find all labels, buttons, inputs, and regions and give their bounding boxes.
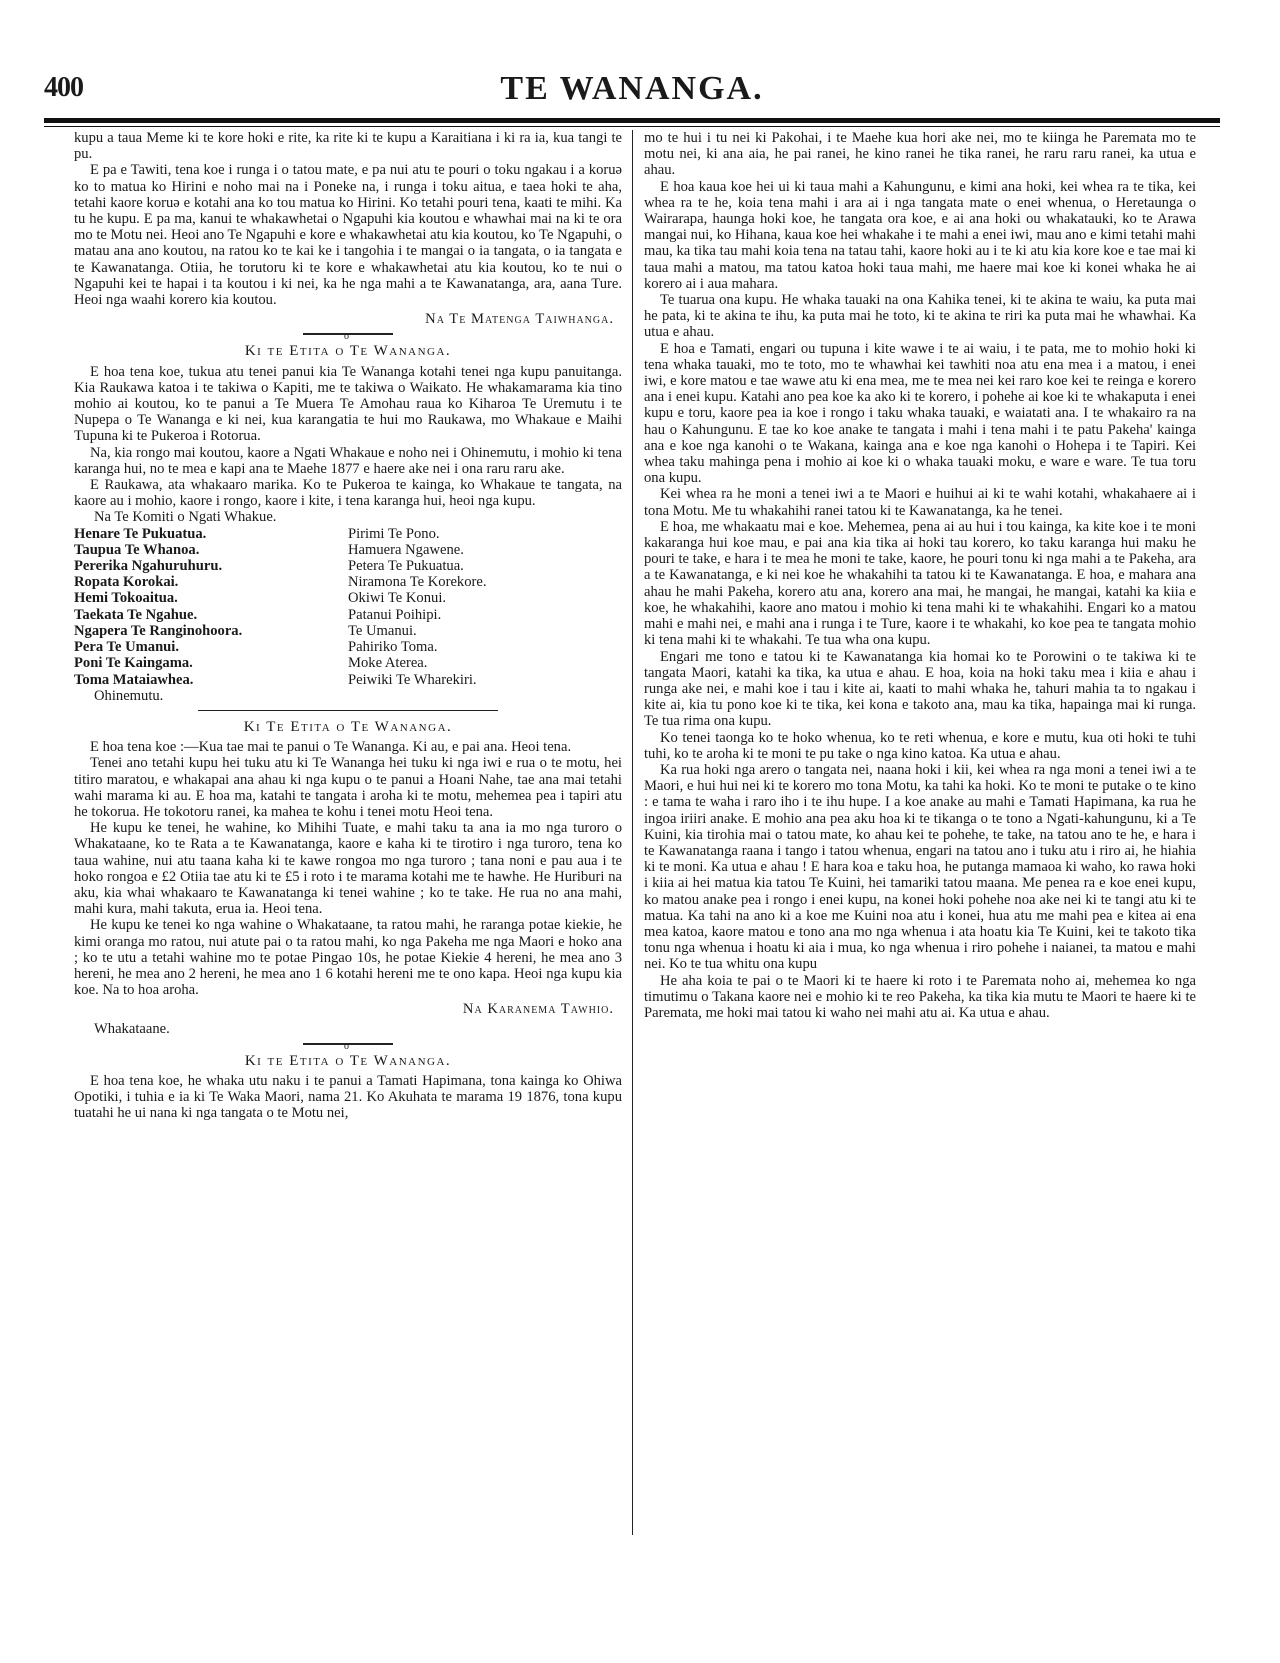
- signatory-row: [74, 542, 622, 558]
- letter-paragraph: Tenei ano tetahi kupu hei tuku atu ki Te Wananga hei tuku ki nga iwi e rua o te motu, hei titiro maratou, e whakapai ana ahau ki nga kupu o te panui a Hoani Nahe, tae ana mai tetahi wahi marama ki au. E hoa ma, katahi te tangata i aroha ki te motu, mehemea pea i tapiri atu he tokorua. He tokotoru ranei, ka mahea te kohu i tenei motu Heoi tena.: [74, 755, 622, 820]
- letter-signature: Na Karanema Tawhio.: [462, 1001, 614, 1018]
- section-heading: Ki te Etita o Te Wananga.: [244, 1052, 452, 1069]
- signatory-row: [74, 623, 622, 639]
- letter-paragraph: E hoa kaua koe hei ui ki taua mahi a Kahungunu, e kimi ana hoki, kei whea ra te tika, kei whea ra te he, koia tena mahi i ara ai i nga tangata mate o enei whenua, o Heretaunga o Wairarapa, haunga hoki koe, he tangata ora koe, e ai ana hoki ou whakatauki, ko te Arawa mangai nui, ko Hihana, kaua koe hei whakahe i te mahi a enei iwi, mau ano e kimi tetahi mahi mau, ka tika tau mahi koia tena na tatau tahi, kaore hoki au i te ki atu kia kore koe e tae mai ki taua mahi a matou, ma tatou katoa hoki taua mahi, me haere mai koe ki konei whaka he ai korero ai i aua mahara.: [644, 178, 1196, 292]
- left-column: [74, 130, 622, 1122]
- signatory-name: Pera Te Umanui.: [74, 639, 179, 656]
- signatories-table: [74, 526, 622, 688]
- letter-paragraph: Ka rua hoki nga arero o tangata nei, naana hoki i kii, kei whea ra nga moni a tenei iwi a te Maori, e hui hui nei ki te korero mo tona Motu, ka tahi ka hoki. Ko te moni te putake o te kino : e tama te waha i raro iho i te ihu hupe. I a koe anake au mahi e Tamati Hapimana, ka rua he ingoa iriiri anake. E mohio ana pea aku hoa ki te tikanga o te tono a Ngati-kahungunu, ki a Te Kuini, kia tirohia mai o tatou mate, ko ahau kei te pohehe, te take, na tatou ano te he, e hara i te Kawanatanga raana i tango i tatou whenua, engari na tatou ano i tuku atu i riro ai, he hiahia ki te moni. Ka utua e ahau ! E hara koa e taku hoa, he putanga mamaoa ki waho, ko rawa hoki i kiia ai hei matua kia tatou Te Kuini, hei tamariki tatou maana. Me penea ra e koe enei kupu, ko matou anake pea i rongo i enei kupu, na konei hoki pohehe noa ake nei ki te tangi atu ki te matua. Ka tahi na ano ki a koe me Kuini noa atu i konei, hua atu me mahi pea e kitea ai ena mea katoa, kaore matou e tono ana mo nga whenua i ata hoatu kia Te Kuini, kei te takoto tika tonu nga whenua i hoatu ki aia i mua, ko nga whenua i riro pohehe i naianei, ta matou e mahi nei. Ko te tua whitu ona kupu: [644, 761, 1196, 973]
- masthead-rule-thin: [44, 126, 1220, 127]
- letter-paragraph: E hoa tena koe, he whaka utu naku i te panui a Tamati Hapimana, tona kainga ko Ohiwa Opotiki, i tuhia e ia ki Te Waka Maori, nama 21. Ko Akuhata te marama 19 1876, tona kupu tuatahi he ui nana ki nga tangata o te Motu nei,: [74, 1072, 622, 1122]
- signatory-name: Okiwi Te Konui.: [348, 590, 447, 607]
- letter-place: Ohinemutu.: [94, 687, 164, 704]
- opening-paragraph: kupu a taua Meme ki te kore hoki e rite, ka rite ki te kupu a Karaitiana i ki ra ia, kua tangi te pu.: [74, 130, 622, 163]
- signatory-name: Pahiriko Toma.: [348, 639, 438, 656]
- section-heading: Ki te Etita o Te Wananga.: [244, 343, 452, 360]
- letter-paragraph: Ko tenei taonga ko te hoko whenua, ko te reti whenua, e kore e mutu, kua oti hoki te tuhi tuhi, ko te aroha ki te moni te pu take o nga kino katoa. Ka utua e ahau.: [644, 729, 1196, 762]
- committee-line: Na Te Komiti o Ngati Whakue.: [94, 509, 277, 526]
- letter-place: Whakataane.: [94, 1020, 170, 1037]
- letter-paragraph: E pa e Tawiti, tena koe i runga i o tatou mate, e pa nui atu te pouri o toku ngakau i a koruə ko to matua ko Hirini e noho mai na i Poneke na, i runga i toku aitua, e taea hoki te aha, tetahi kaore koruə e kotahi ana ko tou matua ko Hirini. Ko tetahi pouri tena, kaati te mihi. Ka tu he kupu. E pa ma, kanui te whakawhetai o Ngapuhi kia koutou e whawhai mai na ki te ora mo te Motu nei. Heoi ano Te Ngapuhi e kore e whakawhetai atu kia koutou, ko Te Ngapuhi, o matau ana ano koutou, na ratou ko te kai ke i tangohia i te mangai o ia tangata, o ia tangata e te Kawanatanga. Otiia, he torutoru ki te kore e whakawhetai atu kia koutou, ko te nui o Ngapuhi kei te hapai i ta koutou i ki nei, ka he nga mahi a te Kawanatanga, ara, aana Ture. Heoi nga waahi korero kia koutou.: [74, 162, 622, 309]
- signatory-name: Toma Mataiawhea.: [74, 671, 194, 688]
- masthead-rule-thick: [44, 118, 1220, 123]
- letter-paragraph: E hoa, me whakaatu mai e koe. Mehemea, pena ai au hui i tou kainga, ka kite koe i te moni kakaranga hui koe mau, e pai ana kia tika ai hoki tau korero, ko taku karanga hui maku he pouri te take, e hara i te mea he moni te take, kaore, he pouri tonu ki nga mahi a te Pakeha, ara a te Kawanatanga, e ki nei koe he whakahihi ta tatou ki te Kawanatanga. E hoa, e mahara ana ahau he mahi Pakeha, korero atu ana, korero ana mai, he mangai, he mangai, katahi ka kiia e koe, he whakahihi, kaore ano matou i mohio ki tena mahi ki te whakahihi. Engari ko a matou mahi e mahi nei, e mahi ana i runga i te Ture, kaore i te whakahi, ko koe pea te tangata mohio ki tena mahi ki te whakahi. Te tua wha ona kupu.: [644, 518, 1196, 649]
- column-divider: [632, 130, 633, 1535]
- signatory-name: Te Umanui.: [348, 622, 417, 639]
- signatory-row: [74, 526, 622, 542]
- signatory-name: Henare Te Pukuatua.: [74, 525, 207, 542]
- signatory-name: Hamuera Ngawene.: [348, 541, 464, 558]
- signatory-row: [74, 558, 622, 574]
- section-separator: o: [303, 333, 393, 335]
- signatory-name: Niramona Te Korekore.: [348, 574, 487, 591]
- letter-paragraph: Kei whea ra he moni a tenei iwi a te Maori e huihui ai ki te wahi kotahi, whakahaere ai i tona Motu. Me tu whakahihi ranei tatou ki te Kawanatanga, ka he tenei.: [644, 486, 1196, 519]
- letter-paragraph: E hoa tena koe, tukua atu tenei panui kia Te Wananga kotahi tenei nga kupu panuitanga. Kia Raukawa katoa i te takiwa o Kapiti, me te takiwa o Waikato. He whakamarama kia tino mohio ai koutou, ko te panui a Te Muera Te Amohau raua ko Kiharoa Te Uremutu i te Nupepa o Te Wananga e ki nei, kua karangatia te hui mo Raukawa, mo Whakaue e Maihi Tupuna ki te Pukeroa i Rotorua.: [74, 363, 622, 445]
- signatory-name: Taekata Te Ngahue.: [74, 606, 198, 623]
- signatory-row: [74, 607, 622, 623]
- newspaper-title: TE WANANGA.: [500, 70, 764, 107]
- signatory-name: Pirimi Te Pono.: [348, 525, 440, 542]
- signatory-name: Ngapera Te Ranginohoora.: [74, 622, 243, 639]
- letter-paragraph: E hoa e Tamati, engari ou tupuna i kite wawe i te ai waiu, i te pata, me to mohio hoki ki tena whaka tauaki, mo te toto, mo te whawhai kei tawhiti noa atu ena mea i a matou, i enei iwi, e kore matou e tae wawe atu ki ena mea, me te mea nei kei raro koe kei te reinga e korero ana i enei kupu. Katahi ano pea koe ka ako ki te korero, i pohehe ai koe ki te whakaputa i enei kupu e toru, kaore pea ia koe i rongo i taku whaka tauaki, e waiatati ana. I te whakairo ra na hau o Kahungunu. E tae ko koe anake te tangata i mahi i tena mahi i te patu Pakeha' kainga ana e koe nga kanohi o te Wakana, kainga ana e koe nga kanohi o Hohepa i te Tapiri. Kei whea taku mahinga pena i mohio ai koe ki o whaka tauaki moku, e ware e ware. Te tua toru ona kupu.: [644, 340, 1196, 487]
- letter-signature: Na Te Matenga Taiwhanga.: [425, 311, 614, 328]
- letter-paragraph: Engari me tono e tatou ki te Kawanatanga kia homai ko te Porowini o te takiwa ki te tangata Maori, katahi ka tika, ka utua e ahau. E hoa, koia na hoki taku mea i kiia e ahau i runga ake nei, e mahi koe i tau i kite ai, kaati to mahi whaka he, tahuri mahia ta to ngakau i kite ai, kia tu pono koe ki te tika, kei kona e takoto ana, mau ka tika, hapainga mai ki runga. Te tua rima ona kupu.: [644, 648, 1196, 730]
- page-number: 400: [44, 72, 83, 103]
- letter-paragraph: mo te hui i tu nei ki Pakohai, i te Maehe kua hori ake nei, mo te kiinga he Paremata mo te motu nei, ki ana aia, he pai ranei, he kino ranei he tika ranei, he raru raru ranei, ka utua e ahau.: [644, 130, 1196, 179]
- letter-paragraph: E hoa tena koe :—Kua tae mai te panui o Te Wananga. Ki au, e pai ana. Heoi tena.: [90, 739, 572, 756]
- signatory-row: [74, 639, 622, 655]
- letter-paragraph: He kupu ke tenei, he wahine, ko Mihihi Tuate, e mahi taku ta ana ia mo nga turoro o Whakataane, ko te Rata a te Kawanatanga, kaore e kaha ki te tirotiro i nga turoro, tena ko taua wahine, nui atu taana kaha ki te kawe rongoa mo nga turoro ; tana noni e pau aua i te hoko rongoa e £2 Otiia tae atu ki te £5 i roto i te marama kotahi me te hawhe. He Huriburi na aku, kia whai whakaaro te Kawanatanga ki tenei wahine ; ko te take. He rua no ana mahi, mahi kura, mahi takuta, erua ia. Heoi tena.: [74, 820, 622, 918]
- signatory-name: Poni Te Kaingama.: [74, 655, 193, 672]
- letter-paragraph: E Raukawa, ata whakaaro marika. Ko te Pukeroa te kainga, ko Whakaue te tangata, na kaore au i mohio, kaore i rongo, kaore i kite, i tena karanga hui, heoi nga kupu.: [74, 477, 622, 510]
- letter-paragraph: Na, kia rongo mai koutou, kaore a Ngati Whakaue e noho nei i Ohinemutu, i mohio ki tena karanga hui, no te mea e kapi ana te Maehe 1877 e haere ake nei i ona raru raru ake.: [74, 444, 622, 477]
- signatory-row: [74, 574, 622, 590]
- signatory-row: [74, 672, 622, 688]
- section-separator: o: [303, 1043, 393, 1045]
- masthead: [44, 68, 1220, 116]
- letter-paragraph: He kupu ke tenei ko nga wahine o Whakataane, ta ratou mahi, he raranga potae kiekie, he kimi oranga mo ratou, nui atute pai o ta ratou mahi, ko nga Pakeha me nga Maori e hoko ana ; ko te utu a tetahi wahine mo te potae Pingao 10s, he potae Kiekie 4 hereni, he mea ano 3 hereni, he mea ano 2 hereni, he mea ano 1 6 kotahi hereni me te ono kapa. Heoi nga kupu kia koe. Na to hoa aroha.: [74, 917, 622, 999]
- signatory-name: Ropata Korokai.: [74, 574, 179, 591]
- section-heading: Ki Te Etita o Te Wananga.: [243, 718, 453, 735]
- signatory-name: Petera Te Pukuatua.: [348, 558, 464, 575]
- letter-paragraph: He aha koia te pai o te Maori ki te haere ki roto i te Paremata noho ai, mehemea ko nga timutimu o Takana kaore nei e mohio ki te reo Pakeha, ka tika kia mutu te Maori te haere ki te Paremata, me hoki mai tatou ki waho nei mahi atu ai. Ka utua e ahau.: [644, 972, 1196, 1021]
- signatory-name: Taupua Te Whanoa.: [74, 541, 200, 558]
- section-separator: [198, 710, 498, 711]
- letter-paragraph: Te tuarua ona kupu. He whaka tauaki na ona Kahika tenei, ki te akina te waiu, ka puta mai he pata, ki te akina te ihu, ka puta mai he toto, ki te akina te riri ka puta mai he whawhai. Ka utua e ahau.: [644, 292, 1196, 341]
- signatory-name: Moke Aterea.: [348, 655, 428, 672]
- signatory-row: [74, 590, 622, 606]
- signatory-name: Hemi Tokoaitua.: [74, 590, 178, 607]
- signatory-name: Pererika Ngahuruhuru.: [74, 558, 223, 575]
- right-column: [644, 130, 1196, 1021]
- signatory-name: Patanui Poihipi.: [348, 606, 442, 623]
- signatory-row: [74, 655, 622, 671]
- signatory-name: Peiwiki Te Wharekiri.: [348, 671, 477, 688]
